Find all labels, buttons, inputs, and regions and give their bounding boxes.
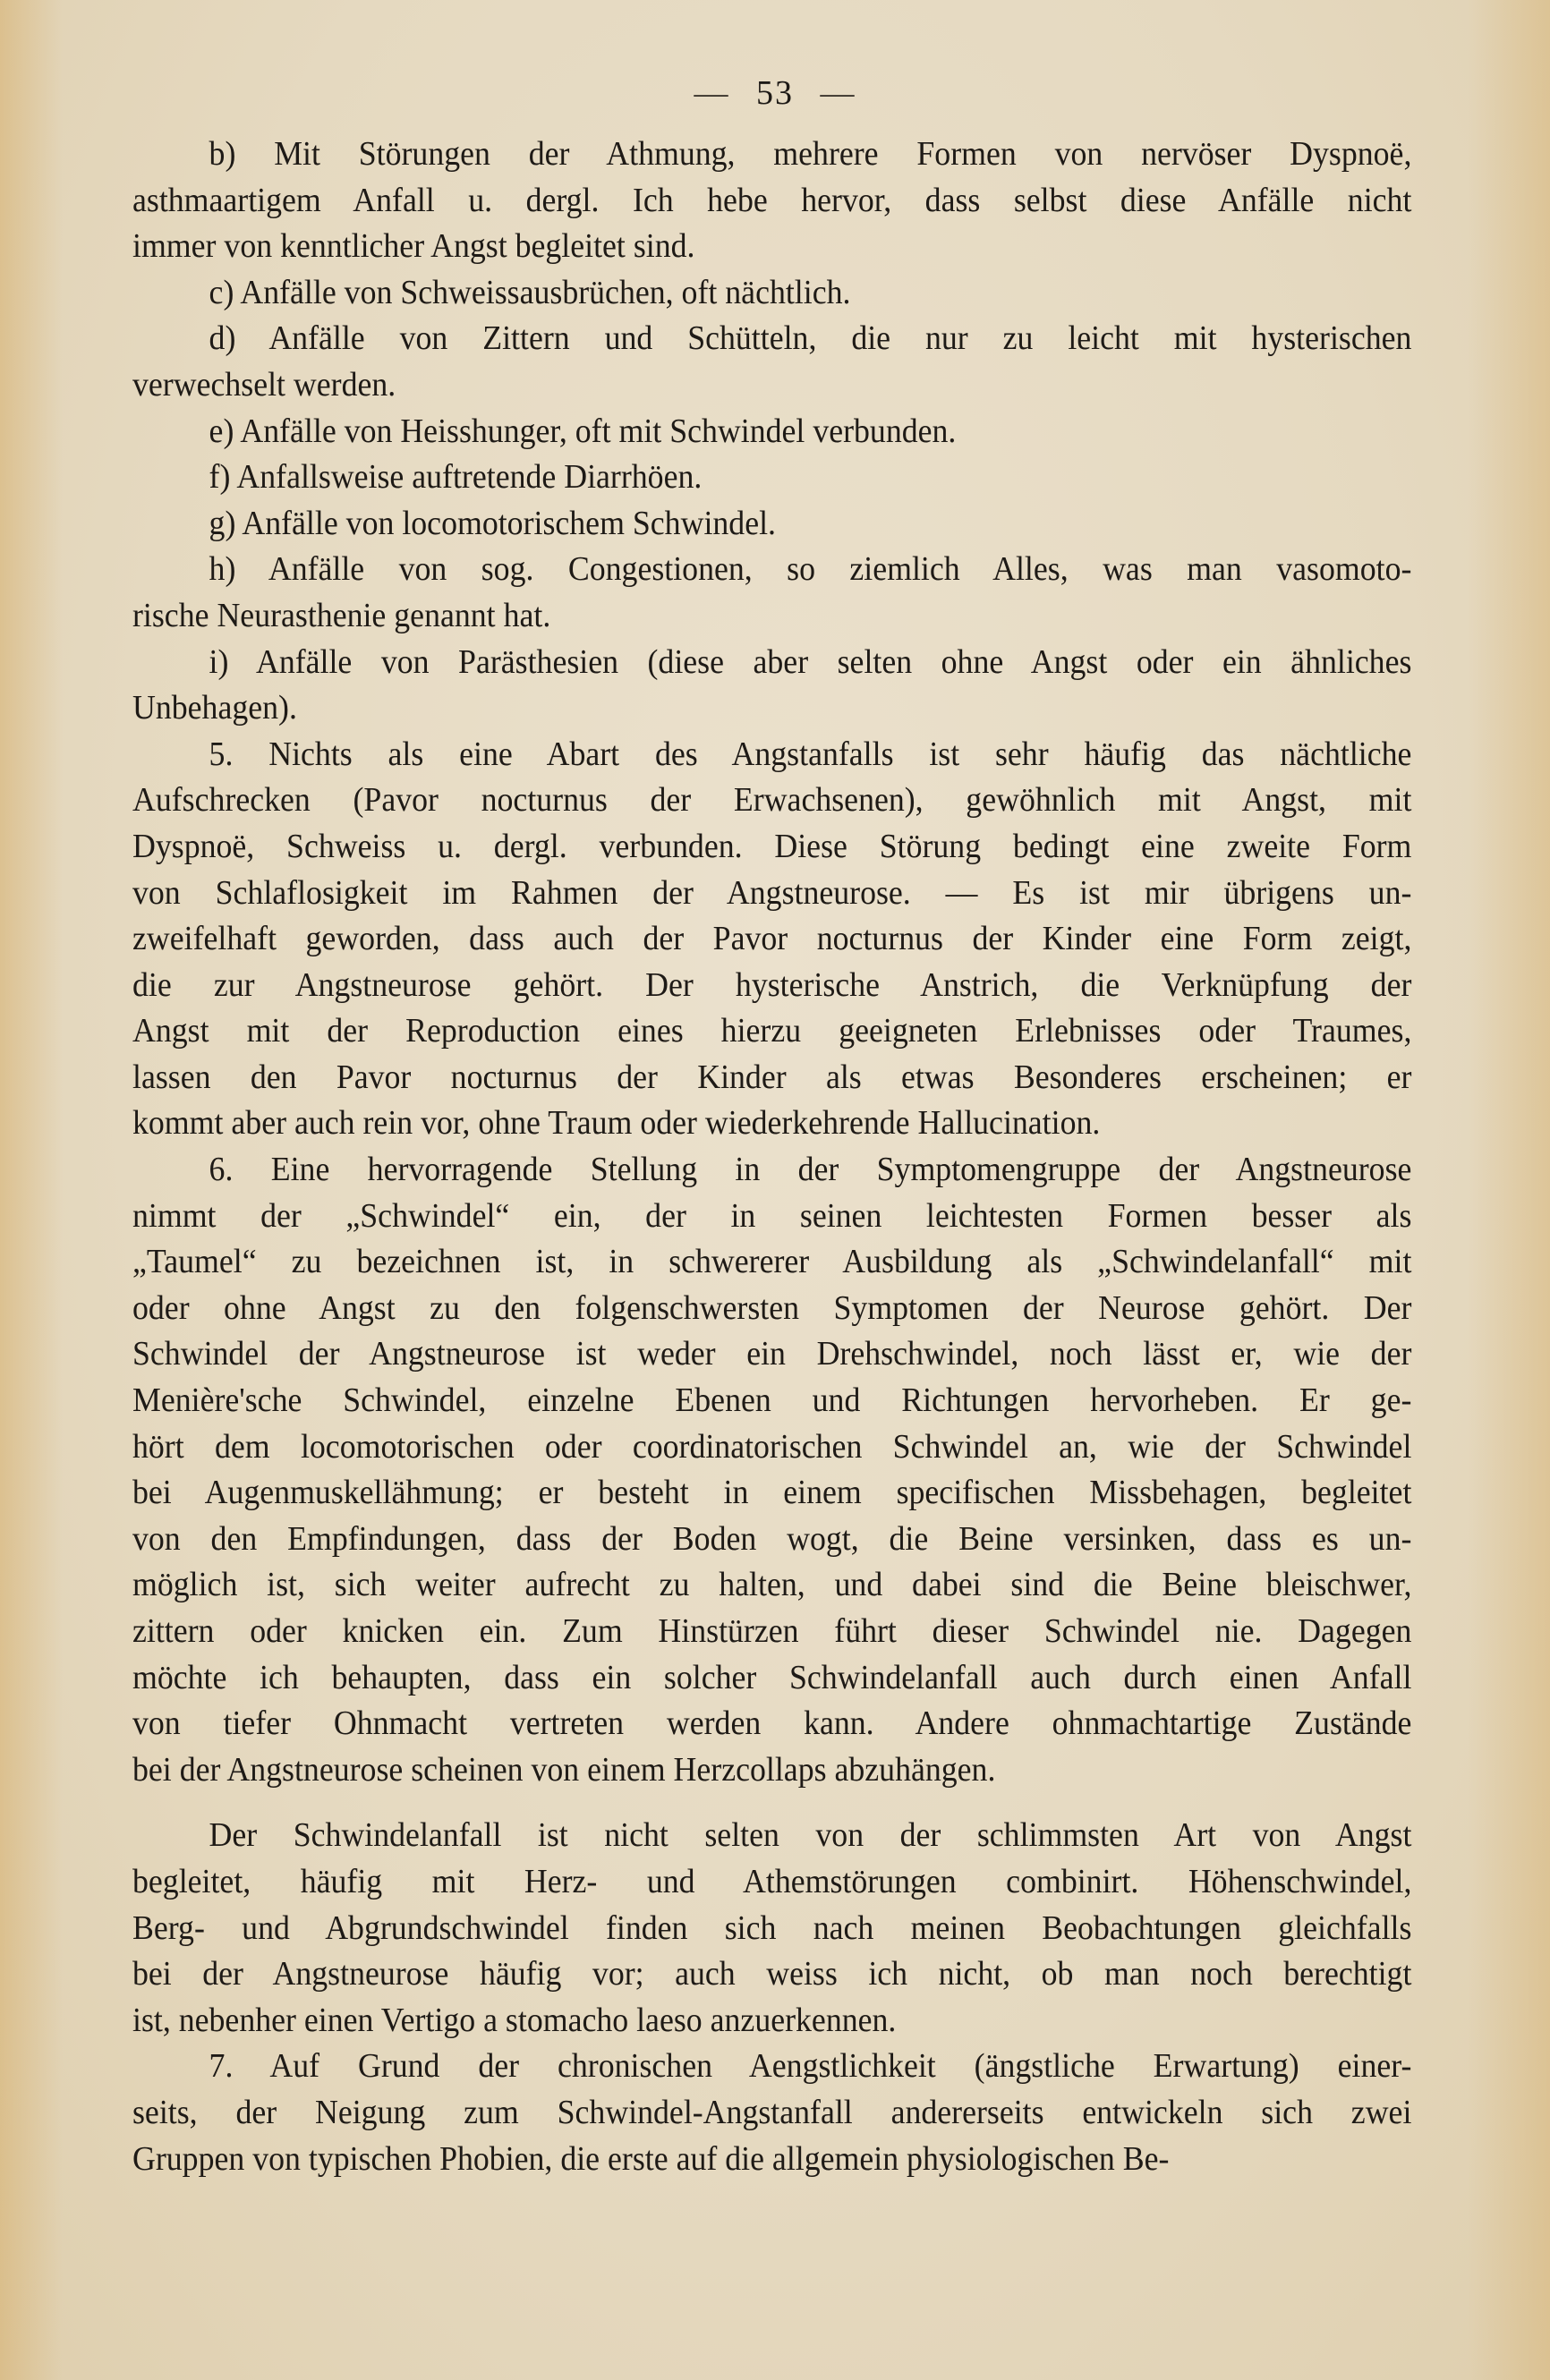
body-text — [132, 132, 1411, 2182]
text-line: Gruppen von typischen Phobien, die erste auf die allgemein physiologischen Be- — [132, 2139, 1170, 2178]
text-line: e) Anfälle von Heisshunger, oft mit Schwindel verbunden. — [209, 412, 957, 450]
text-line: Dyspnoë, Schweiss u. dergl. verbunden. Diese Störung bedingt eine zweite Form — [132, 827, 1412, 865]
paragraph-item-h — [132, 547, 1411, 639]
text-line: c) Anfälle von Schweissausbrüchen, oft nächtlich. — [209, 273, 851, 311]
text-line: b) Mit Störungen der Athmung, mehrere Formen von nervöser Dyspnoë, — [209, 135, 1412, 173]
text-line: begleitet, häufig mit Herz- und Athemstörungen combinirt. Höhenschwindel, — [132, 1862, 1412, 1900]
text-line: zweifelhaft geworden, dass auch der Pavor nocturnus der Kinder eine Form zeigt, — [132, 920, 1412, 958]
text-line: f) Anfallsweise auftretende Diarrhöen. — [209, 458, 703, 497]
page-number: 53 — [756, 74, 794, 112]
text-line: immer von kenntlicher Angst begleitet sind. — [132, 227, 695, 266]
text-line: bei Augenmuskellähmung; er besteht in einem specifischen Missbehagen, begleitet — [132, 1474, 1412, 1512]
text-line: Angst mit der Reproduction eines hierzu geeigneten Erlebnisses oder Traumes, — [132, 1012, 1412, 1050]
text-line: „Taumel“ zu bezeichnen ist, in schwererer Ausbildung als „Schwindelanfall“ mit — [132, 1243, 1412, 1281]
text-line: möchte ich behaupten, dass ein solcher Schwindelanfall auch durch einen Anfall — [132, 1658, 1412, 1696]
paragraph-item-c — [132, 270, 1411, 317]
text-line: rische Neurasthenie genannt hat. — [132, 596, 551, 634]
text-line: g) Anfälle von locomotorischem Schwindel. — [209, 504, 776, 542]
text-line: 6. Eine hervorragende Stellung in der Symptomengruppe der Angstneurose — [209, 1151, 1412, 1189]
text-line: Menière'sche Schwindel, einzelne Ebenen und Richtungen hervorheben. Er ge- — [132, 1381, 1412, 1420]
text-line: 7. Auf Grund der chronischen Aengstlichkeit (ängstliche Erwartung) einer- — [209, 2047, 1412, 2086]
text-line: i) Anfälle von Parästhesien (diese aber selten ohne Angst oder ein ähnliches — [209, 642, 1412, 681]
text-line: zittern oder knicken ein. Zum Hinstürzen führt dieser Schwindel nie. Dagegen — [132, 1612, 1412, 1650]
text-line: Berg- und Abgrundschwindel finden sich nach meinen Beobachtungen gleichfalls — [132, 1908, 1412, 1947]
paragraph-item-f — [132, 455, 1411, 501]
text-line: kommt aber auch rein vor, ohne Traum oder wiederkehrende Hallucination. — [132, 1104, 1101, 1143]
text-line: Schwindel der Angstneurose ist weder ein Drehschwindel, noch lässt er, wie der — [132, 1335, 1412, 1373]
text-line: hört dem locomotorischen oder coordinatorischen Schwindel an, wie der Schwindel — [132, 1427, 1412, 1466]
text-line: lassen den Pavor nocturnus der Kinder als etwas Besonderes erscheinen; er — [132, 1058, 1412, 1096]
text-line: Aufschrecken (Pavor nocturnus der Erwachsenen), gewöhnlich mit Angst, mit — [132, 781, 1412, 820]
paragraph-item-e — [132, 409, 1411, 455]
paragraph-item-d — [132, 316, 1411, 408]
paragraph-section-6 — [132, 1147, 1411, 1793]
text-line: Der Schwindelanfall ist nicht selten von der schlimmsten Art von Angst — [209, 1816, 1412, 1855]
text-line: seits, der Neigung zum Schwindel-Angstanfall andererseits entwickeln sich zwei — [132, 2093, 1412, 2131]
paragraph-item-i — [132, 640, 1411, 732]
text-line: oder ohne Angst zu den folgenschwersten Symptomen der Neurose gehört. Der — [132, 1288, 1412, 1327]
page-number-dash-left: — — [694, 74, 730, 112]
paragraph-section-5 — [132, 732, 1411, 1147]
text-line: von tiefer Ohnmacht vertreten werden kann. Andere ohnmachtartige Zustände — [132, 1704, 1412, 1743]
page-number-header — [0, 73, 1550, 113]
text-line: Unbehagen). — [132, 689, 297, 727]
paragraph-item-g — [132, 501, 1411, 548]
text-line: die zur Angstneurose gehört. Der hysterische Anstrich, die Verknüpfung der — [132, 965, 1412, 1004]
paragraph-item-b — [132, 132, 1411, 270]
text-line: bei der Angstneurose scheinen von einem Herzcollaps abzuhängen. — [132, 1750, 996, 1789]
paragraph-paragraph-schwindelanfall — [132, 1813, 1411, 2044]
paragraph-gap — [132, 1793, 1411, 1813]
paragraph-section-7 — [132, 2044, 1411, 2182]
text-line: möglich ist, sich weiter aufrecht zu halten, und dabei sind die Beine bleischwer, — [132, 1566, 1412, 1604]
text-line: verwechselt werden. — [132, 365, 396, 404]
text-line: von Schlaflosigkeit im Rahmen der Angstneurose. — Es ist mir übrigens un- — [132, 873, 1412, 912]
text-line: h) Anfälle von sog. Congestionen, so ziemlich Alles, was man vasomoto- — [209, 550, 1412, 589]
text-line: asthmaartigem Anfall u. dergl. Ich hebe hervor, dass selbst diese Anfälle nicht — [132, 181, 1412, 219]
page-number-dash-right: — — [820, 74, 856, 112]
text-line: d) Anfälle von Zittern und Schütteln, die nur zu leicht mit hysterischen — [209, 319, 1412, 358]
text-line: nimmt der „Schwindel“ ein, der in seinen leichtesten Formen besser als — [132, 1196, 1412, 1235]
text-line: bei der Angstneurose häufig vor; auch weiss ich nicht, ob man noch berechtigt — [132, 1955, 1412, 1993]
text-line: 5. Nichts als eine Abart des Angstanfalls ist sehr häufig das nächtliche — [209, 735, 1412, 773]
text-line: von den Empfindungen, dass der Boden wogt, die Beine versinken, dass es un- — [132, 1519, 1412, 1558]
text-line: ist, nebenher einen Vertigo a stomacho laeso anzuerkennen. — [132, 2001, 897, 2039]
